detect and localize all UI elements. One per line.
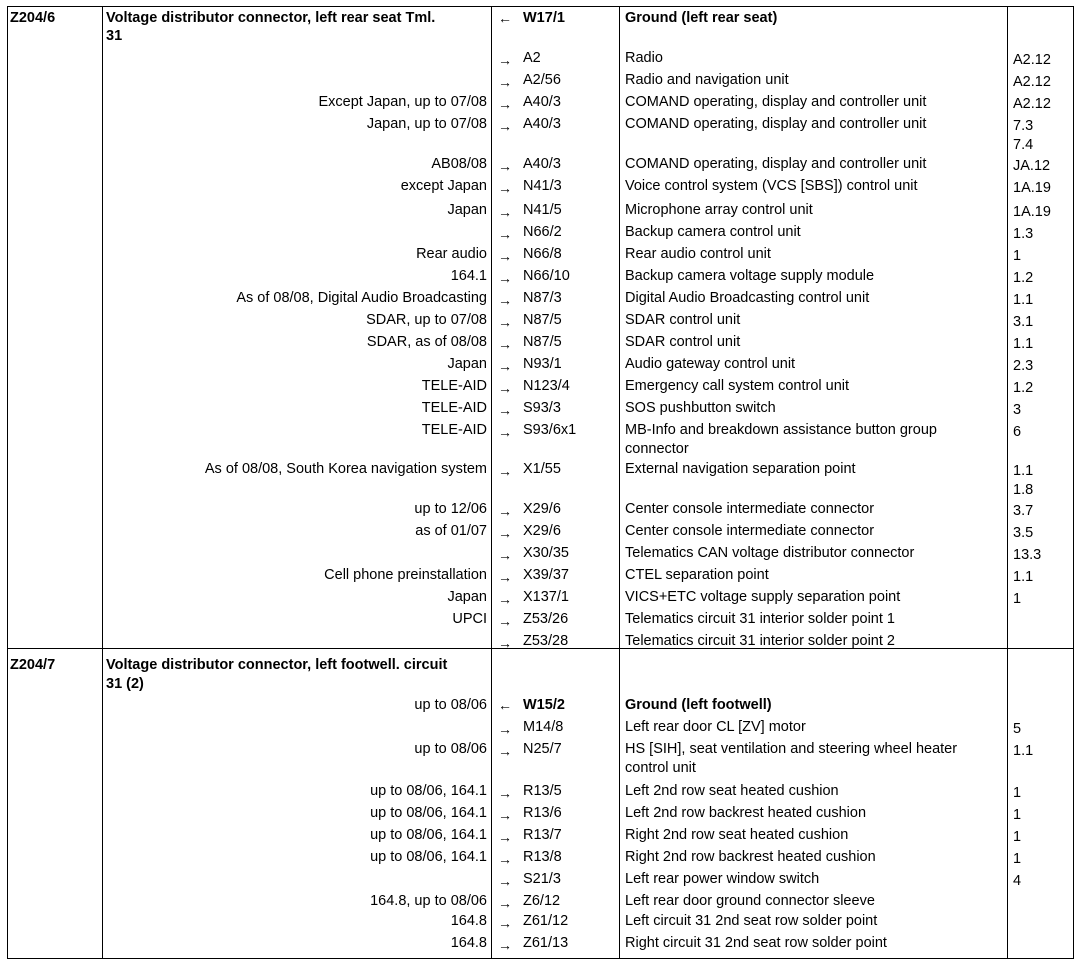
component-description-cont: connector bbox=[625, 441, 689, 457]
component-code: A40/3 bbox=[523, 94, 561, 110]
section-title-cont: 31 (2) bbox=[106, 676, 144, 692]
reference: 1.1 bbox=[1013, 336, 1034, 352]
arrow-right-icon: → bbox=[498, 248, 512, 264]
reference: 3.5 bbox=[1013, 525, 1034, 541]
component-description: Left 2nd row backrest heated cushion bbox=[625, 805, 867, 821]
component-description: Center console intermediate connector bbox=[625, 501, 875, 517]
condition-text: up to 08/06, 164.1 bbox=[370, 849, 487, 865]
component-description: Radio bbox=[625, 50, 663, 66]
component-code: X29/6 bbox=[523, 501, 561, 517]
component-code: S21/3 bbox=[523, 871, 561, 887]
arrow-left-icon: ← bbox=[498, 697, 512, 713]
component-description: COMAND operating, display and controller unit bbox=[625, 156, 927, 172]
component-code: N41/5 bbox=[523, 202, 562, 218]
reference: A2.12 bbox=[1013, 74, 1051, 90]
reference: 1.2 bbox=[1013, 270, 1034, 286]
component-description: SDAR control unit bbox=[625, 312, 741, 328]
reference: 1.1 bbox=[1013, 463, 1034, 479]
condition-text: 164.8 bbox=[450, 913, 487, 929]
reference: 1 bbox=[1013, 829, 1022, 845]
component-description: Voice control system (VCS [SBS]) control unit bbox=[625, 178, 918, 194]
section-id: Z204/7 bbox=[10, 657, 56, 673]
condition-text: Rear audio bbox=[416, 246, 487, 262]
arrow-right-icon: → bbox=[498, 463, 512, 479]
component-description: Backup camera control unit bbox=[625, 224, 801, 240]
component-description: COMAND operating, display and controller unit bbox=[625, 94, 927, 110]
component-description: Left rear door ground connector sleeve bbox=[625, 893, 875, 909]
component-description: Telematics CAN voltage distributor connector bbox=[625, 545, 915, 561]
component-description: Left rear door CL [ZV] motor bbox=[625, 719, 806, 735]
reference: 1.3 bbox=[1013, 226, 1034, 242]
arrow-right-icon: → bbox=[498, 613, 512, 629]
condition-text: as of 01/07 bbox=[415, 523, 487, 539]
reference: 1.1 bbox=[1013, 569, 1034, 585]
reference: 7.3 bbox=[1013, 118, 1034, 134]
component-description: Backup camera voltage supply module bbox=[625, 268, 875, 284]
condition-text: TELE-AID bbox=[421, 400, 487, 416]
condition-text: up to 08/06 bbox=[414, 741, 487, 757]
reference: A2.12 bbox=[1013, 96, 1051, 112]
arrow-right-icon: → bbox=[498, 721, 512, 737]
component-description: Microphone array control unit bbox=[625, 202, 813, 218]
component-description: Ground (left footwell) bbox=[625, 697, 772, 713]
component-code: A2/56 bbox=[523, 72, 561, 88]
reference: 13.3 bbox=[1013, 547, 1042, 563]
component-code: X39/37 bbox=[523, 567, 569, 583]
arrow-right-icon: → bbox=[498, 829, 512, 845]
component-description: VICS+ETC voltage supply separation point bbox=[625, 589, 901, 605]
component-code: Z61/13 bbox=[523, 935, 569, 951]
condition-text: up to 08/06, 164.1 bbox=[370, 827, 487, 843]
component-code: R13/6 bbox=[523, 805, 562, 821]
reference: 1 bbox=[1013, 851, 1022, 867]
condition-text: Japan bbox=[447, 356, 487, 372]
component-description: Left circuit 31 2nd seat row solder point bbox=[625, 913, 878, 929]
component-description: Right 2nd row backrest heated cushion bbox=[625, 849, 876, 865]
component-code: N25/7 bbox=[523, 741, 562, 757]
component-code: X1/55 bbox=[523, 461, 561, 477]
arrow-right-icon: → bbox=[498, 380, 512, 396]
condition-text: SDAR, as of 08/08 bbox=[366, 334, 487, 350]
condition-text: 164.8 bbox=[450, 935, 487, 951]
component-description: MB-Info and breakdown assistance button group bbox=[625, 422, 937, 438]
component-description: Left rear power window switch bbox=[625, 871, 820, 887]
reference-cont: 7.4 bbox=[1013, 137, 1034, 153]
reference: 1A.19 bbox=[1013, 204, 1051, 220]
arrow-right-icon: → bbox=[498, 851, 512, 867]
arrow-right-icon: → bbox=[498, 635, 512, 651]
condition-text: As of 08/08, South Korea navigation system bbox=[204, 461, 487, 477]
reference: 3.1 bbox=[1013, 314, 1034, 330]
component-code: A40/3 bbox=[523, 156, 561, 172]
component-code: Z53/28 bbox=[523, 633, 569, 649]
arrow-right-icon: → bbox=[498, 226, 512, 242]
arrow-right-icon: → bbox=[498, 807, 512, 823]
arrow-right-icon: → bbox=[498, 424, 512, 440]
reference: 1 bbox=[1013, 591, 1022, 607]
arrow-right-icon: → bbox=[498, 937, 512, 953]
arrow-right-icon: → bbox=[498, 204, 512, 220]
arrow-right-icon: → bbox=[498, 180, 512, 196]
condition-text: except Japan bbox=[400, 178, 487, 194]
component-description: Center console intermediate connector bbox=[625, 523, 875, 539]
component-code: W17/1 bbox=[523, 10, 565, 26]
reference: JA.12 bbox=[1013, 158, 1051, 174]
arrow-right-icon: → bbox=[498, 96, 512, 112]
component-code: Z6/12 bbox=[523, 893, 561, 909]
component-code: N87/3 bbox=[523, 290, 562, 306]
condition-text: Except Japan, up to 07/08 bbox=[318, 94, 487, 110]
arrow-right-icon: → bbox=[498, 895, 512, 911]
reference: 1 bbox=[1013, 785, 1022, 801]
component-description: Radio and navigation unit bbox=[625, 72, 789, 88]
condition-text: TELE-AID bbox=[421, 422, 487, 438]
component-code: N66/2 bbox=[523, 224, 562, 240]
reference: 5 bbox=[1013, 721, 1022, 737]
condition-text: 164.8, up to 08/06 bbox=[370, 893, 487, 909]
component-description: Right circuit 31 2nd seat row solder point bbox=[625, 935, 887, 951]
reference: 3 bbox=[1013, 402, 1022, 418]
component-description: Telematics circuit 31 interior solder point 2 bbox=[625, 633, 895, 649]
component-code: N66/10 bbox=[523, 268, 570, 284]
component-description: Audio gateway control unit bbox=[625, 356, 796, 372]
condition-text: As of 08/08, Digital Audio Broadcasting bbox=[236, 290, 487, 306]
column-divider bbox=[1007, 6, 1008, 959]
component-code: N93/1 bbox=[523, 356, 562, 372]
arrow-right-icon: → bbox=[498, 270, 512, 286]
component-description: Left 2nd row seat heated cushion bbox=[625, 783, 839, 799]
condition-text: Cell phone preinstallation bbox=[324, 567, 487, 583]
condition-text: up to 08/06, 164.1 bbox=[370, 783, 487, 799]
component-code: N123/4 bbox=[523, 378, 570, 394]
component-code: S93/6x1 bbox=[523, 422, 577, 438]
component-code: Z61/12 bbox=[523, 913, 569, 929]
component-description: HS [SIH], seat ventilation and steering wheel heater bbox=[625, 741, 958, 757]
component-description: Digital Audio Broadcasting control unit bbox=[625, 290, 870, 306]
component-code: N87/5 bbox=[523, 312, 562, 328]
arrow-right-icon: → bbox=[498, 74, 512, 90]
arrow-right-icon: → bbox=[498, 314, 512, 330]
component-code: N41/3 bbox=[523, 178, 562, 194]
component-code: S93/3 bbox=[523, 400, 561, 416]
reference: 1.1 bbox=[1013, 743, 1034, 759]
reference: 1A.19 bbox=[1013, 180, 1051, 196]
condition-text: up to 08/06 bbox=[414, 697, 487, 713]
arrow-right-icon: → bbox=[498, 569, 512, 585]
component-code: N66/8 bbox=[523, 246, 562, 262]
connector-table bbox=[7, 6, 1074, 960]
section-title: Voltage distributor connector, left rear seat Tml. bbox=[106, 10, 436, 26]
component-code: R13/5 bbox=[523, 783, 562, 799]
reference: 1.1 bbox=[1013, 292, 1034, 308]
condition-text: UPCI bbox=[452, 611, 487, 627]
condition-text: up to 08/06, 164.1 bbox=[370, 805, 487, 821]
condition-text: up to 12/06 bbox=[414, 501, 487, 517]
column-divider bbox=[619, 6, 620, 959]
component-code: X137/1 bbox=[523, 589, 569, 605]
component-description: Rear audio control unit bbox=[625, 246, 771, 262]
component-description-cont: control unit bbox=[625, 760, 696, 776]
section-id: Z204/6 bbox=[10, 10, 56, 26]
arrow-left-icon: ← bbox=[498, 10, 512, 26]
condition-text: 164.1 bbox=[450, 268, 487, 284]
condition-text: SDAR, up to 07/08 bbox=[366, 312, 487, 328]
reference: 1.2 bbox=[1013, 380, 1034, 396]
component-code: R13/8 bbox=[523, 849, 562, 865]
arrow-right-icon: → bbox=[498, 292, 512, 308]
condition-text: TELE-AID bbox=[421, 378, 487, 394]
component-description: SDAR control unit bbox=[625, 334, 741, 350]
component-description: Telematics circuit 31 interior solder point 1 bbox=[625, 611, 895, 627]
arrow-right-icon: → bbox=[498, 402, 512, 418]
component-description: COMAND operating, display and controller unit bbox=[625, 116, 927, 132]
component-code: N87/5 bbox=[523, 334, 562, 350]
condition-text: Japan bbox=[447, 589, 487, 605]
arrow-right-icon: → bbox=[498, 785, 512, 801]
column-divider bbox=[102, 6, 103, 959]
section-title: Voltage distributor connector, left footwell. circuit bbox=[106, 657, 448, 673]
component-code: A40/3 bbox=[523, 116, 561, 132]
reference: 6 bbox=[1013, 424, 1022, 440]
component-description: SOS pushbutton switch bbox=[625, 400, 776, 416]
arrow-right-icon: → bbox=[498, 743, 512, 759]
component-description: Ground (left rear seat) bbox=[625, 10, 778, 26]
component-code: W15/2 bbox=[523, 697, 565, 713]
component-code: Z53/26 bbox=[523, 611, 569, 627]
component-code: A2 bbox=[523, 50, 541, 66]
arrow-right-icon: → bbox=[498, 52, 512, 68]
component-description: External navigation separation point bbox=[625, 461, 856, 477]
section-title-cont: 31 bbox=[106, 28, 123, 44]
reference-cont: 1.8 bbox=[1013, 482, 1034, 498]
arrow-right-icon: → bbox=[498, 525, 512, 541]
reference: A2.12 bbox=[1013, 52, 1051, 68]
component-code: X30/35 bbox=[523, 545, 569, 561]
arrow-right-icon: → bbox=[498, 915, 512, 931]
arrow-right-icon: → bbox=[498, 358, 512, 374]
condition-text: Japan, up to 07/08 bbox=[366, 116, 487, 132]
component-code: R13/7 bbox=[523, 827, 562, 843]
arrow-right-icon: → bbox=[498, 547, 512, 563]
reference: 3.7 bbox=[1013, 503, 1034, 519]
component-code: X29/6 bbox=[523, 523, 561, 539]
arrow-right-icon: → bbox=[498, 503, 512, 519]
arrow-right-icon: → bbox=[498, 118, 512, 134]
component-description: Emergency call system control unit bbox=[625, 378, 850, 394]
arrow-right-icon: → bbox=[498, 591, 512, 607]
reference: 4 bbox=[1013, 873, 1022, 889]
arrow-right-icon: → bbox=[498, 336, 512, 352]
component-code: M14/8 bbox=[523, 719, 564, 735]
condition-text: AB08/08 bbox=[431, 156, 487, 172]
column-divider bbox=[491, 6, 492, 959]
component-description: Right 2nd row seat heated cushion bbox=[625, 827, 849, 843]
reference: 2.3 bbox=[1013, 358, 1034, 374]
condition-text: Japan bbox=[447, 202, 487, 218]
arrow-right-icon: → bbox=[498, 873, 512, 889]
component-description: CTEL separation point bbox=[625, 567, 769, 583]
reference: 1 bbox=[1013, 807, 1022, 823]
reference: 1 bbox=[1013, 248, 1022, 264]
arrow-right-icon: → bbox=[498, 158, 512, 174]
